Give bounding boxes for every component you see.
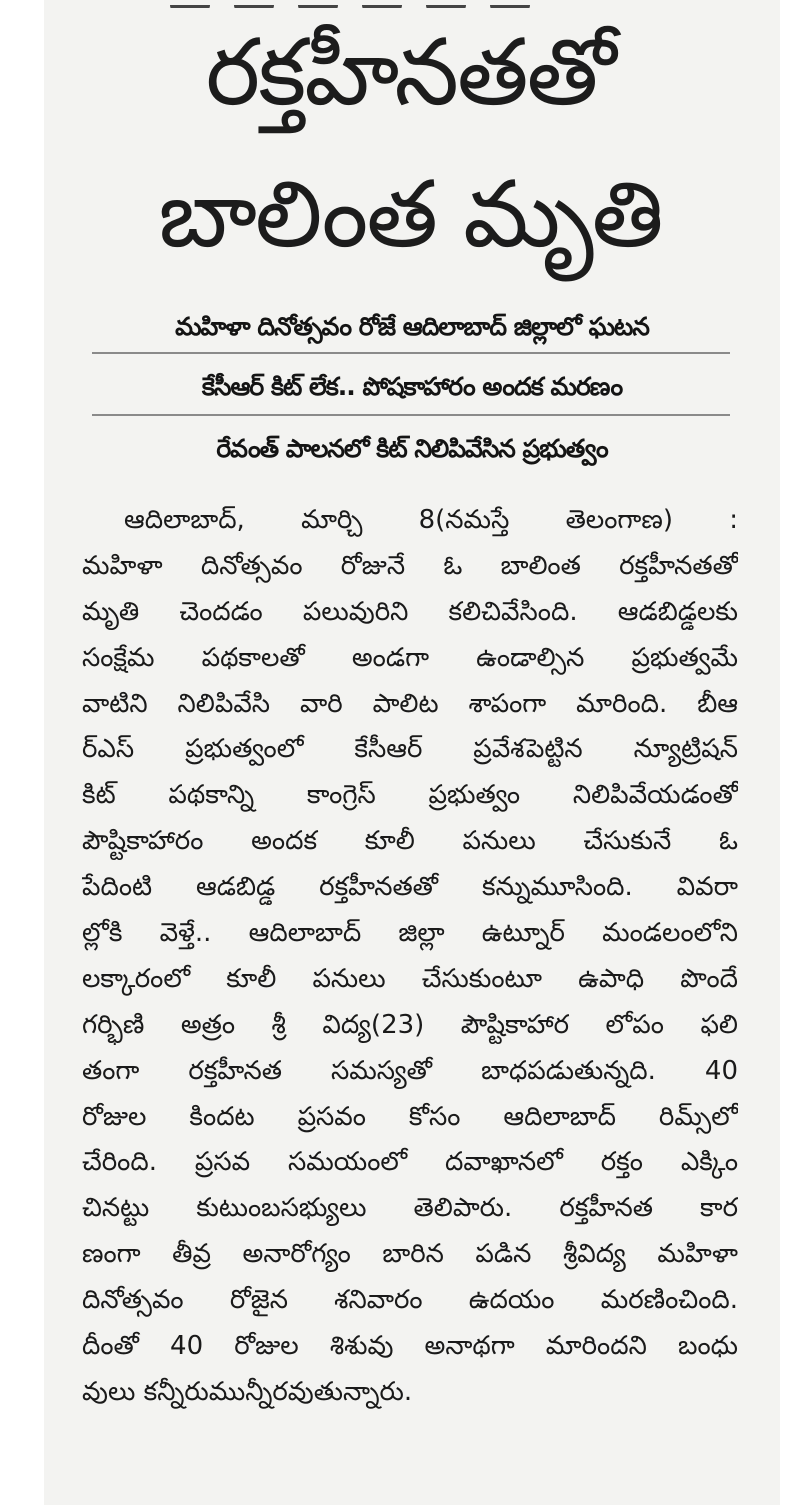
headline-line-1: రక్తహీనతతో (205, 19, 615, 126)
divider-rule (92, 352, 730, 354)
body-line: కిట్‌ పథకాన్ని కాంగ్రెస్‌ ప్రభుత్వం నిలిపివేయడంతో (82, 780, 738, 811)
article-body (82, 498, 738, 1416)
headline-line-2: బాలింత మృతి (158, 161, 662, 268)
body-line: చినట్టు కుటుంబసభ్యులు తెలిపారు. రక్తహీనత కార (82, 1193, 738, 1224)
body-line: సంక్షేమ పథకాలతో అండగా ఉండాల్సిన ప్రభుత్వమే (82, 642, 738, 673)
subheadline-2: కేసీఆర్‌ కిట్‌ లేక.. పోషకాహారం అందక మరణం (201, 372, 623, 401)
body-line: ణంగా తీవ్ర అనారోగ్యం బారిన పడిన శ్రీవిద్య మహిళా (82, 1239, 738, 1270)
body-line: పేదింటి ఆడబిడ్డ రక్తహీనతతో కన్నుమూసింది. వివరా (82, 872, 738, 903)
body-line: దినోత్సవం రోజైన శనివారం ఉదయం మరణించింది. (82, 1285, 738, 1316)
body-line: తంగా రక్తహీనత సమస్యతో బాధపడుతున్నది. 40 (82, 1055, 738, 1086)
body-line: రోజుల కిందట ప్రసవం కోసం ఆదిలాబాద్‌ రిమ్స్‌లో (82, 1101, 738, 1132)
body-line: వాటిని నిలిపివేసి వారి పాలిట శాపంగా మారింది. బీఆ (82, 688, 738, 719)
body-line: ల్లోకి వెళ్తే.. ఆదిలాబాద్‌ జిల్లా ఉట్నూర్‌ మండలంలోని (82, 918, 738, 949)
subheadline-3: రేవంత్‌ పాలనలో కిట్‌ నిలిపివేసిన ప్రభుత్వం (216, 434, 608, 463)
body-line: గర్భిణి అత్రం శ్రీ విద్య(23) పౌష్టికాహార లోపం ఫలి (82, 1009, 738, 1040)
right-margin (780, 0, 800, 1505)
subheadline-1: మహిళా దినోత్సవం రోజే ఆదిలాబాద్‌ జిల్లాలో ఘటన (175, 312, 649, 341)
body-line: మహిళా దినోత్సవం రోజునే ఓ బాలింత రక్తహీనతతో (82, 550, 738, 581)
body-line: దీంతో 40 రోజుల శిశువు అనాథగా మారిందని బంధు (82, 1331, 738, 1362)
body-line: వులు కన్నీరుమున్నీరవుతున్నారు. (82, 1376, 413, 1407)
body-line: ఆదిలాబాద్‌, మార్చి 8(నమస్తే తెలంగాణ) : (124, 505, 738, 535)
cut-off-previous-line (170, 0, 590, 8)
body-line: ర్‌ఎస్‌ ప్రభుత్వంలో కేసీఆర్‌ ప్రవేశపెట్టిన న్యూట్రిషన్‌ (82, 734, 738, 765)
body-line: లక్కారంలో కూలీ పనులు చేసుకుంటూ ఉపాధి పొందే (82, 963, 738, 994)
body-line: చేరింది. ప్రసవ సమయంలో దవాఖానలో రక్తం ఎక్కిం (82, 1147, 738, 1178)
body-line: మృతి చెందడం పలువురిని కలిచివేసింది. ఆడబిడ్డలకు (82, 596, 738, 627)
body-line: పౌష్టికాహారం అందక కూలీ పనులు చేసుకునే ఓ (82, 826, 738, 857)
divider-rule (92, 414, 730, 416)
